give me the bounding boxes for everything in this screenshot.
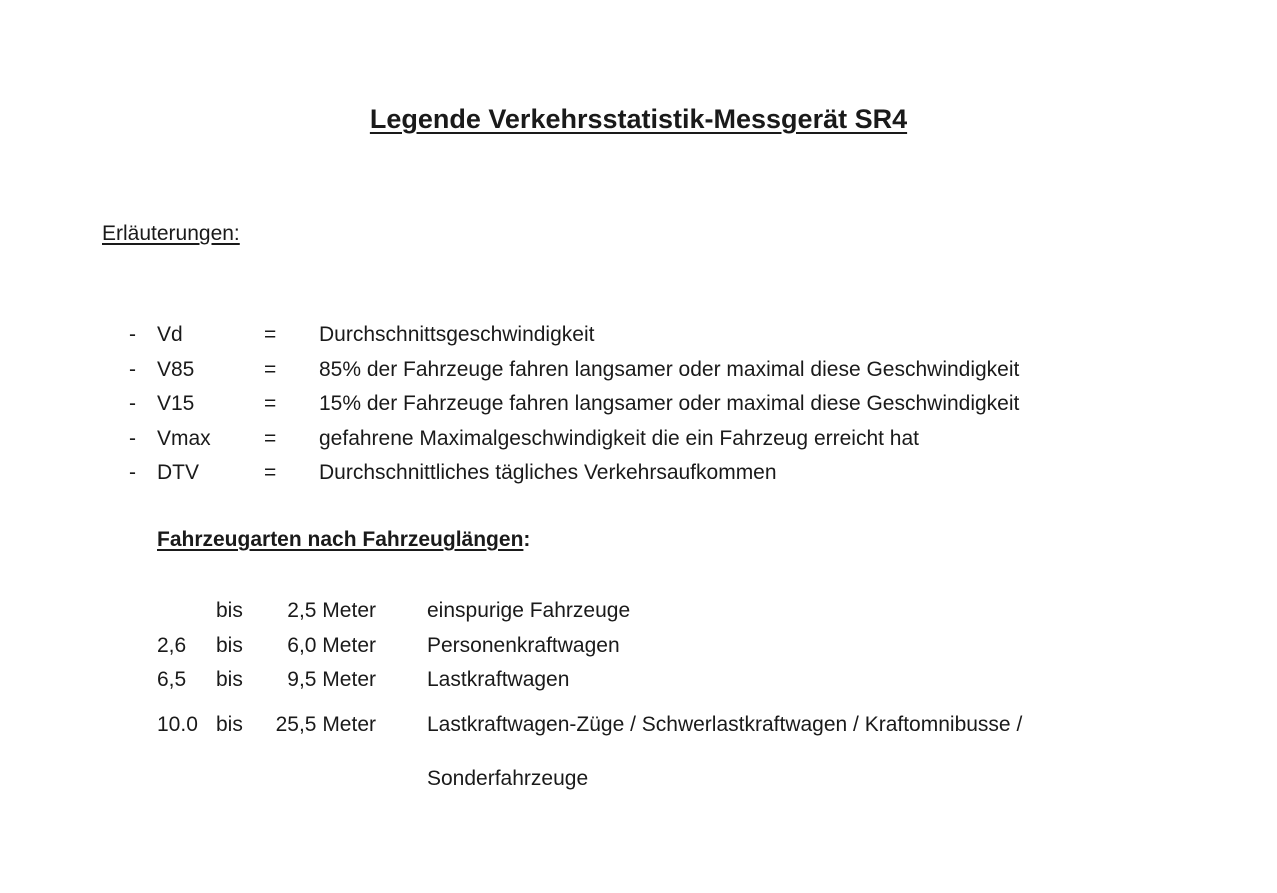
length-bis: bis — [216, 599, 243, 622]
vehicle-type-name: einspurige Fahrzeuge — [427, 599, 631, 622]
length-bis: bis — [216, 668, 243, 691]
definition-term: Vd — [157, 323, 183, 346]
definition-equals: = — [264, 357, 277, 381]
definition-term: Vmax — [157, 426, 211, 450]
definition-description: gefahrene Maximalgeschwindigkeit die ein Fahrzeug erreicht hat — [319, 426, 919, 450]
definition-bullet: - — [129, 392, 136, 415]
definition-term: V85 — [157, 357, 195, 381]
vehicle-type-name: Lastkraftwagen-Züge / Schwerlastkraftwagen / Kraftomnibusse / — [427, 712, 1023, 736]
definition-equals: = — [264, 461, 277, 484]
vehicle-type-row — [0, 701, 1277, 746]
vehicle-type-name: Lastkraftwagen — [427, 668, 570, 691]
definition-row — [0, 356, 1277, 391]
definition-term: DTV — [157, 461, 199, 484]
definition-equals: = — [264, 392, 277, 415]
vehicle-type-list — [0, 597, 1277, 746]
definition-description: 15% der Fahrzeuge fahren langsamer oder maximal diese Geschwindigkeit — [319, 392, 1020, 415]
vehicle-type-row — [0, 632, 1277, 667]
length-bis: bis — [216, 712, 243, 736]
length-from: 2,6 — [157, 633, 187, 657]
definition-row — [0, 425, 1277, 460]
length-to: 6,0 Meter — [287, 633, 376, 657]
definition-term: V15 — [157, 392, 195, 415]
vehicle-types-heading-colon: : — [523, 528, 531, 551]
definition-row — [0, 390, 1277, 425]
length-to: 2,5 Meter — [287, 599, 376, 622]
vehicle-types-heading-text: Fahrzeugarten nach Fahrzeuglängen — [157, 528, 524, 551]
definition-equals: = — [264, 323, 277, 346]
definition-description: Durchschnittsgeschwindigkeit — [319, 323, 595, 346]
definition-row — [0, 459, 1277, 494]
length-to: 25,5 Meter — [275, 712, 376, 736]
document-title: Legende Verkehrsstatistik-Messgerät SR4 — [369, 104, 908, 134]
definition-description: Durchschnittliches tägliches Verkehrsaufkommen — [319, 461, 777, 484]
vehicle-type-name: Personenkraftwagen — [427, 633, 620, 657]
definition-bullet: - — [129, 323, 136, 346]
vehicle-type-row — [0, 597, 1277, 632]
vehicle-type-continuation: Sonderfahrzeuge — [427, 767, 589, 790]
definition-bullet: - — [129, 426, 136, 450]
length-to: 9,5 Meter — [287, 668, 376, 691]
explanations-heading: Erläuterungen: — [102, 222, 240, 245]
length-bis: bis — [216, 633, 243, 657]
definition-bullet: - — [129, 357, 136, 381]
vehicle-type-row — [0, 666, 1277, 701]
definition-description: 85% der Fahrzeuge fahren langsamer oder maximal diese Geschwindigkeit — [319, 357, 1020, 381]
vehicle-types-heading — [157, 528, 530, 552]
definition-row — [0, 321, 1277, 356]
definition-list — [0, 321, 1277, 494]
definition-equals: = — [264, 426, 277, 450]
length-from: 10.0 — [157, 712, 198, 736]
length-from: 6,5 — [157, 668, 187, 691]
definition-bullet: - — [129, 461, 136, 484]
